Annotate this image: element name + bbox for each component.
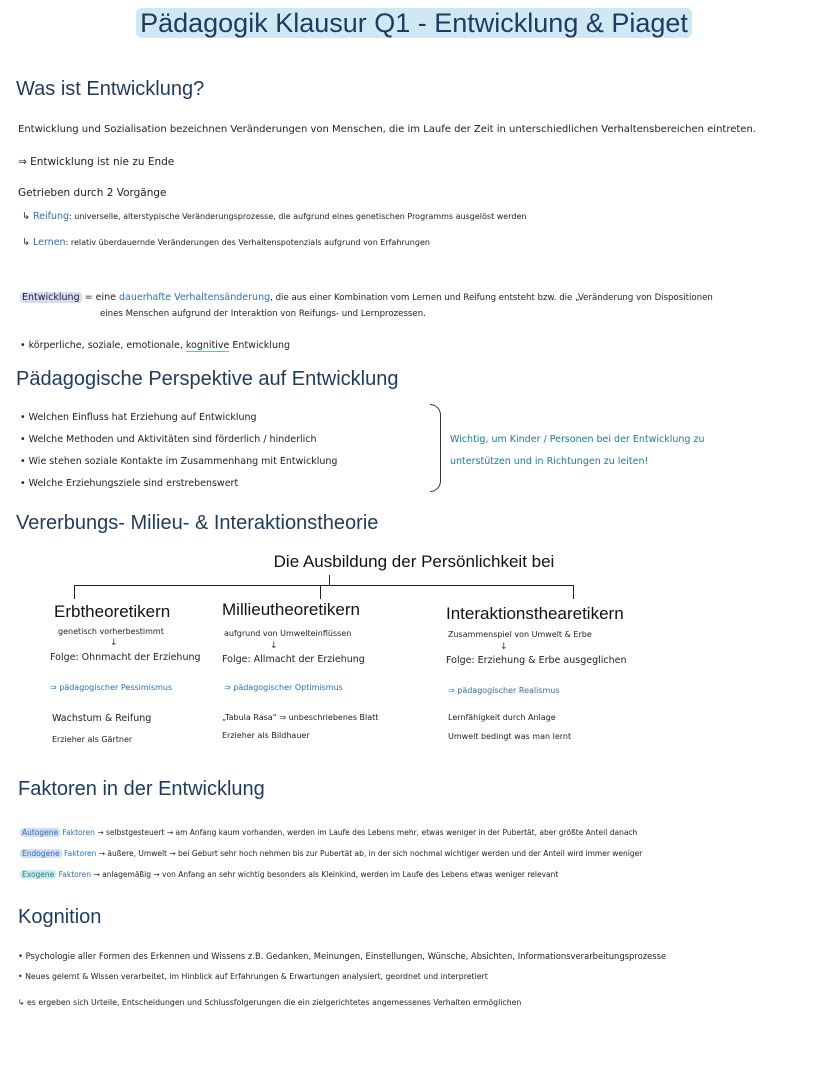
- def2-rest: , die aus einer Kombination vom Lernen und Reifung entsteht bzw. die „Veränderung von Dispositionen: [270, 293, 713, 303]
- column-heading-millieutheoretikern: Millieutheoretikern: [222, 600, 360, 619]
- areas-cognitive: kognitive: [185, 340, 230, 351]
- column-heading-interaktionstheoretikern: Interaktionsthearetikern: [446, 604, 624, 623]
- column-line1: Lernfähigkeit durch Anlage: [448, 713, 556, 722]
- down-arrow: ↓: [110, 638, 118, 648]
- areas-pre: • körperliche, soziale, emotionale,: [20, 340, 183, 351]
- def2-term: Entwicklung: [22, 292, 80, 303]
- faktor-term: Endogene: [22, 849, 60, 858]
- perspektive-bullet: • Wie stehen soziale Kontakte im Zusammenhang mit Entwicklung: [20, 456, 338, 467]
- tree-bar: [74, 585, 574, 586]
- faktor-row: [20, 870, 558, 879]
- faktor-word: Faktoren: [62, 828, 95, 837]
- kognition-line2: • Neues gelernt & Wissen verarbeitet, im Hinblick auf Erfahrungen & Erwartungen analysiert, geordnet und interpretiert: [18, 972, 488, 981]
- perspektive-note-line2: unterstützen und in Richtungen zu leiten!: [450, 456, 649, 467]
- perspektive-bullet: • Welche Methoden und Aktivitäten sind förderlich / hinderlich: [20, 434, 317, 445]
- tree-branch: [320, 585, 321, 599]
- column-line2: Erzieher als Gärtner: [52, 735, 133, 744]
- column-arrow: ⇒ pädagogischer Realismus: [448, 686, 560, 695]
- never-ends-text: ⇒ Entwicklung ist nie zu Ende: [18, 156, 175, 168]
- faktor-term: Autogene: [22, 828, 59, 837]
- column-sub: genetisch vorherbestimmt: [58, 627, 164, 636]
- def2-mid: = eine: [84, 292, 116, 303]
- page-title: Pädagogik Klausur Q1 - Entwicklung & Piaget: [0, 8, 828, 39]
- faktor-row: [20, 828, 637, 837]
- definition2-line2: eines Menschen aufgrund der Interaktion von Reifungs- und Lernprozessen.: [100, 309, 426, 319]
- definition-text: Entwicklung und Sozialisation bezeichnen Veränderungen von Menschen, die im Laufe der Zeit in unterschiedlichen Verhaltensbereichen eintreten.: [18, 124, 756, 135]
- column-arrow: ⇒ pädagogischer Pessimismus: [50, 683, 173, 692]
- curly-brace: [430, 404, 441, 492]
- perspektive-bullet: • Welchen Einfluss hat Erziehung auf Entwicklung: [20, 412, 257, 423]
- column-line1: „Tabula Rasa“ ⇒ unbeschriebenes Blatt: [222, 713, 379, 722]
- areas-line: [20, 340, 290, 351]
- column-heading-erbtheoretikern: Erbtheoretikern: [54, 602, 171, 621]
- faktor-row: [20, 849, 642, 858]
- reifung-text: : universelle, alterstypische Veränderungsprozesse, die aufgrund eines genetischen Programms ausgelöst werden: [69, 212, 527, 221]
- lernen-text: : relativ überdauernde Veränderungen des Verhaltenspotenzials aufgrund von Erfahrungen: [65, 238, 430, 247]
- column-sub: Zusammenspiel von Umwelt & Erbe: [448, 630, 592, 639]
- column-line2: Erzieher als Bildhauer: [222, 731, 310, 740]
- column-arrow: ⇒ pädagogischer Optimismus: [224, 683, 343, 692]
- faktor-word: Faktoren: [63, 849, 97, 858]
- kognition-line1: • Psychologie aller Formen des Erkennen und Wissens z.B. Gedanken, Meinungen, Einstellungen, Wünsche, Absichten, Informationsverarbeitungsprozesse: [18, 951, 667, 961]
- faktor-text: → äußere, Umwelt → bei Geburt sehr hoch nehmen bis zur Pubertät ab, in der sich nochmal wichtiger werden und der Anteil wird immer weniger: [98, 849, 643, 858]
- def2-highlight: dauerhafte Verhaltensänderung: [119, 292, 271, 303]
- diagram-title: Die Ausbildung der Persönlichkeit bei: [273, 552, 555, 571]
- lernen-term: Lernen: [32, 237, 66, 248]
- column-line1: Wachstum & Reifung: [52, 713, 152, 724]
- faktor-term: Exogene: [22, 870, 55, 879]
- perspektive-bullet: • Welche Erziehungsziele sind erstrebenswert: [20, 478, 239, 489]
- column-sub: aufgrund von Umwelteinflüssen: [224, 629, 352, 638]
- heading-was-ist-entwicklung: Was ist Entwicklung?: [16, 78, 205, 100]
- tree-branch: [573, 585, 574, 599]
- perspektive-note-line1: Wichtig, um Kinder / Personen bei der Entwicklung zu: [450, 434, 705, 445]
- areas-post: Entwicklung: [232, 340, 291, 351]
- faktor-word: Faktoren: [58, 870, 92, 879]
- tree-stem: [329, 575, 330, 585]
- reifung-line: ↳ Reifung: universelle, alterstypische Veränderungsprozesse, die aufgrund eines genetischen Programms ausgelöst werden: [22, 211, 527, 222]
- kognition-line3: ↳ es ergeben sich Urteile, Entscheidungen und Schlussfolgerungen die ein zielgerichtetes angemessenes Verhalten ermöglichen: [18, 998, 522, 1007]
- heading-theorien: Vererbungs- Milieu- & Interaktionstheorie: [16, 512, 379, 534]
- definition2-line1: [20, 292, 713, 303]
- faktor-text: → anlagemäßig → von Anfang an sehr wichtig besonders als Kleinkind, werden im Laufe des Lebens etwas weniger relevant: [93, 870, 559, 879]
- column-folge: Folge: Allmacht der Erziehung: [222, 654, 365, 665]
- column-folge: Folge: Ohnmacht der Erziehung: [50, 652, 201, 663]
- down-arrow: ↓: [500, 642, 508, 652]
- reifung-term: Reifung: [32, 211, 70, 222]
- heading-kognition: Kognition: [18, 906, 102, 928]
- lernen-line: ↳ Lernen: relativ überdauernde Veränderungen des Verhaltenspotenzials aufgrund von Erfahrungen: [22, 237, 430, 248]
- down-arrow: ↓: [270, 641, 278, 651]
- heading-perspektive: Pädagogische Perspektive auf Entwicklung: [16, 368, 399, 390]
- column-folge: Folge: Erziehung & Erbe ausgeglichen: [446, 655, 627, 666]
- tree-branch: [74, 585, 75, 599]
- column-line2: Umwelt bedingt was man lernt: [448, 732, 572, 741]
- faktor-text: → selbstgesteuert → am Anfang kaum vorhanden, werden im Laufe des Lebens mehr, etwas weniger in der Pubertät, aber größte Anteil danach: [97, 828, 638, 837]
- driven-text: Getrieben durch 2 Vorgänge: [18, 187, 167, 199]
- heading-faktoren: Faktoren in der Entwicklung: [18, 778, 265, 800]
